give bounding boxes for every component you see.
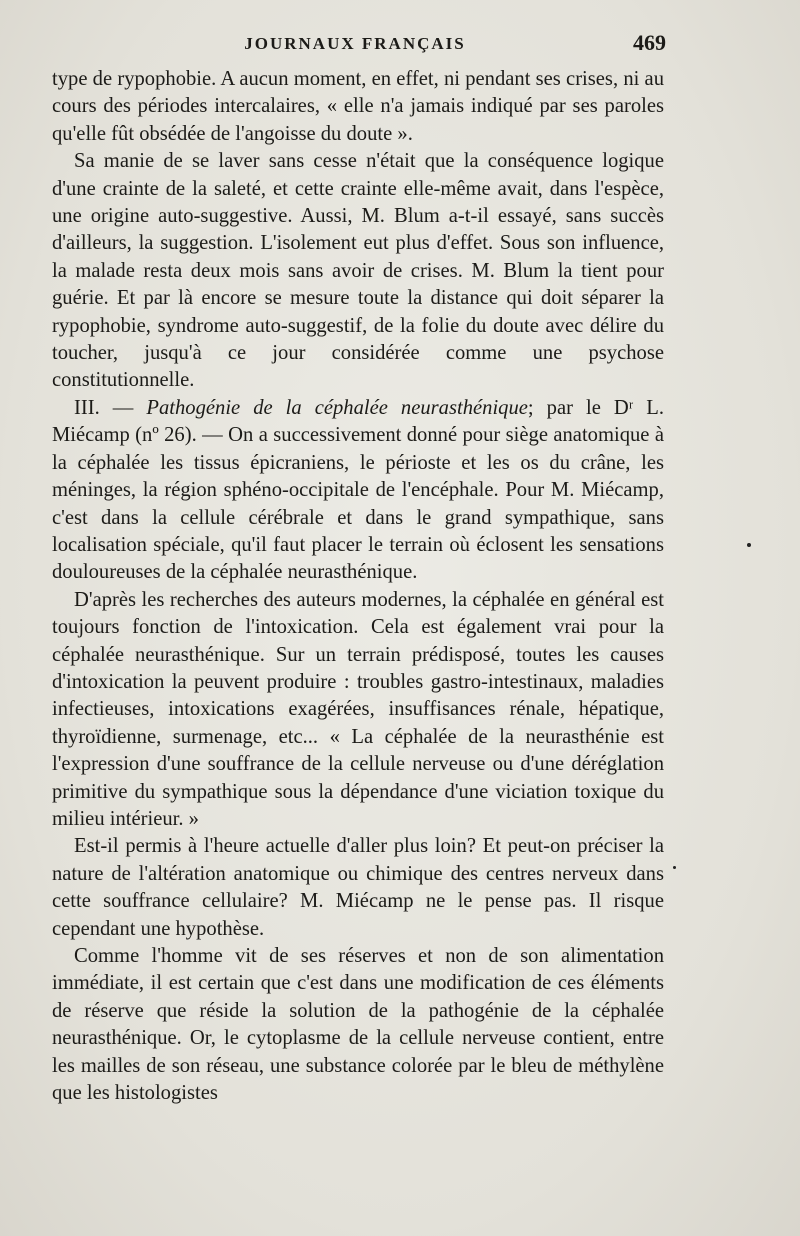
running-title: JOURNAUX FRANÇAIS	[244, 34, 466, 53]
ink-speck	[673, 866, 676, 869]
page-header	[0, 30, 800, 64]
page-number: 469	[633, 30, 666, 55]
section-lead: III. —	[74, 396, 147, 419]
section-title: Pathogénie de la céphalée neurasthénique	[146, 396, 528, 419]
section-text: ; par le Dʳ L. Miécamp (nº 26). — On a successivement donné pour siège anatomique à la céphalée les tissus épicraniens, le périoste et les os du crâne, les méninges, la région sphéno-occipitale de l'encéphale. Pour M. Miécamp, c'est dans la cellule cérébrale et dans le grand sympathique, sans localisation spéciale, qu'il faut placer le terrain où éclosent les sensations douloureuses de la céphalée neurasthénique.	[52, 396, 664, 584]
ink-speck	[747, 543, 751, 547]
paragraph: Est-il permis à l'heure actuelle d'aller plus loin? Et peut-on préciser la nature de l'altération anatomique ou chimique des centres nerveux dans cette souffrance cellulaire? M. Miécamp ne le pense pas. Il risque cependant une hypothèse.	[52, 835, 664, 940]
paragraph: D'après les recherches des auteurs modernes, la céphalée en général est toujours fonction de l'intoxication. Cela est également vrai pour la céphalée neurasthénique. Sur un terrain prédisposé, toutes les causes d'intoxication la peuvent produire : troubles gastro-intestinaux, maladies infectieuses, intoxications exagérées, insuffisances rénale, hépatique, thyroïdienne, surmenage, etc... « La céphalée de la neurasthénie est l'expression d'une souffrance de la cellule nerveuse ou d'une déréglation primitive du sympathique sous la dépendance d'une viciation toxique du milieu intérieur. »	[52, 588, 664, 830]
paragraph-section-iii	[52, 395, 664, 587]
body-text	[52, 66, 664, 1107]
paragraph: Sa manie de se laver sans cesse n'était que la conséquence logique d'une crainte de la saleté, et cette crainte elle-même avait, dans l'espèce, une origine auto-suggestive. Aussi, M. Blum a-t-il essayé, sans succès d'ailleurs, la suggestion. L'isolement eut plus d'effet. Sous son influence, la malade resta deux mois sans avoir de crises. M. Blum la tient pour guérie. Et par là encore se mesure toute la distance qui doit séparer la rypophobie, syndrome auto-suggestif, de la folie du doute avec délire du toucher, jusqu'à ce jour considérée comme une psychose constitutionnelle.	[52, 150, 664, 392]
paragraph: Comme l'homme vit de ses réserves et non de son alimentation immédiate, il est certain que c'est dans une modification de ces éléments de réserve que réside la solution de la pathogénie de la céphalée neurasthénique. Or, le cytoplasme de la cellule nerveuse contient, entre les mailles de son réseau, une substance colorée par le bleu de méthylène que les histologistes	[52, 945, 664, 1105]
paragraph: type de rypophobie. A aucun moment, en effet, ni pendant ses crises, ni au cours des périodes intercalaires, « elle n'a jamais indiqué par ses paroles qu'elle fût obsédée de l'angoisse du doute ».	[52, 68, 664, 145]
